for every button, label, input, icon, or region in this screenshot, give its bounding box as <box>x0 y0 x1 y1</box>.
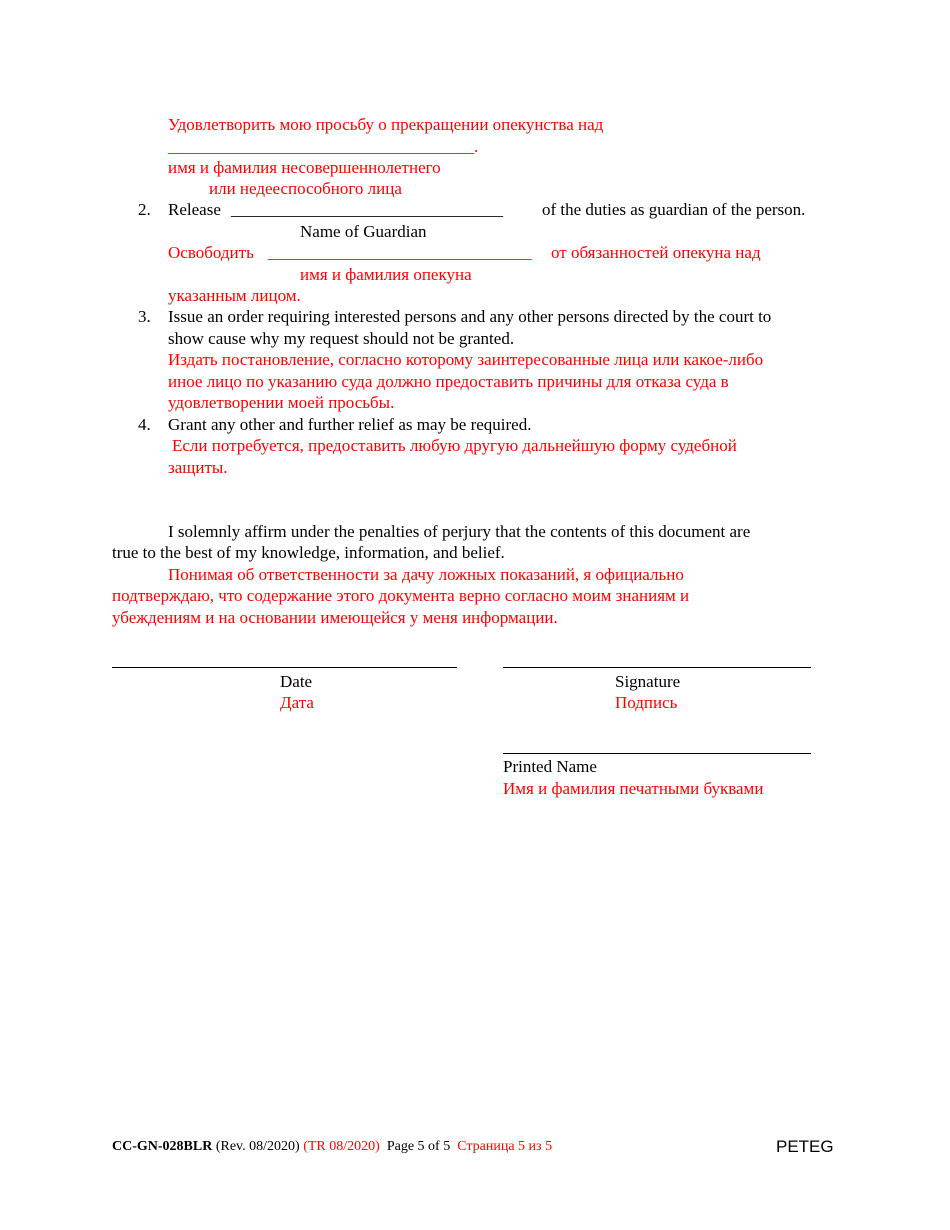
item3-ru-line2: иное лицо по указанию суда должно предоставить причины для отказа суда в <box>168 372 729 391</box>
item1-ru-caption-2: или недееспособного лица <box>209 179 402 198</box>
item2-ru-line2: указанным лицом. <box>168 286 301 305</box>
signature-label-ru: Подпись <box>615 693 678 712</box>
footer <box>112 1137 552 1157</box>
item3-ru-line3: удовлетворении моей просьбы. <box>168 393 395 412</box>
affirmation-ru-line3: убеждениям и на основании имеющейся у меня информации. <box>112 608 558 627</box>
language-code: PETEG <box>776 1137 834 1156</box>
guardian-name-blank-ru[interactable]: _______________________________ <box>268 243 532 262</box>
guardian-name-blank[interactable]: ________________________________ <box>231 200 503 219</box>
item3-en-line2: show cause why my request should not be granted. <box>168 329 515 348</box>
item2-en-suffix: of the duties as guardian of the person. <box>542 200 806 219</box>
affirmation-ru-line1: Понимая об ответственности за дачу ложных показаний, я официально <box>168 565 684 584</box>
footer-form-code: CC-GN-028BLR <box>112 1139 213 1154</box>
printed-name-line[interactable] <box>503 753 811 754</box>
item4-en-line1: Grant any other and further relief as may be required. <box>168 415 532 434</box>
item1-ru-line: Удовлетворить мою просьбу о прекращении опекунства над <box>168 115 604 134</box>
date-label-en: Date <box>280 672 313 691</box>
printed-name-label-en: Printed Name <box>503 757 597 776</box>
footer-revision: (Rev. 08/2020) <box>215 1139 300 1154</box>
item2-ru-caption: имя и фамилия опекуна <box>300 265 472 284</box>
item4-number: 4. <box>138 415 151 434</box>
item2-number: 2. <box>138 200 151 219</box>
item2-ru-suffix: от обязанностей опекуна над <box>551 243 761 262</box>
item4-ru-line2: защиты. <box>168 458 228 477</box>
footer-page-en: Page 5 of 5 <box>386 1139 451 1154</box>
date-label-ru: Дата <box>280 693 314 712</box>
affirmation-en-line1: I solemnly affirm under the penalties of perjury that the contents of this document are <box>168 522 751 541</box>
item4-ru-line1: Если потребуется, предоставить любую другую дальнейшую форму судебной <box>172 436 737 455</box>
item3-number: 3. <box>138 307 151 326</box>
affirmation-ru-line2: подтверждаю, что содержание этого документа верно согласно моим знаниям и <box>112 586 690 605</box>
item2-ru-prefix: Освободить <box>168 243 254 262</box>
printed-name-label-ru: Имя и фамилия печатными буквами <box>503 779 764 798</box>
item1-ru-blank[interactable]: ____________________________________. <box>168 137 479 156</box>
item3-ru-line1: Издать постановление, согласно которому заинтересованные лица или какое-либо <box>168 350 764 369</box>
signature-label-en: Signature <box>615 672 681 691</box>
item2-en-prefix: Release <box>168 200 221 219</box>
signature-line[interactable] <box>503 667 811 668</box>
footer-translation-rev: (TR 08/2020) <box>303 1139 380 1154</box>
item1-ru-caption-1: имя и фамилия несовершеннолетнего <box>168 158 441 177</box>
affirmation-en-line2: true to the best of my knowledge, information, and belief. <box>112 543 505 562</box>
footer-page-ru: Страница 5 из 5 <box>457 1139 553 1154</box>
item2-en-caption: Name of Guardian <box>300 222 427 241</box>
item3-en-line1: Issue an order requiring interested persons and any other persons directed by the court to <box>168 307 772 326</box>
date-line[interactable] <box>112 667 457 668</box>
